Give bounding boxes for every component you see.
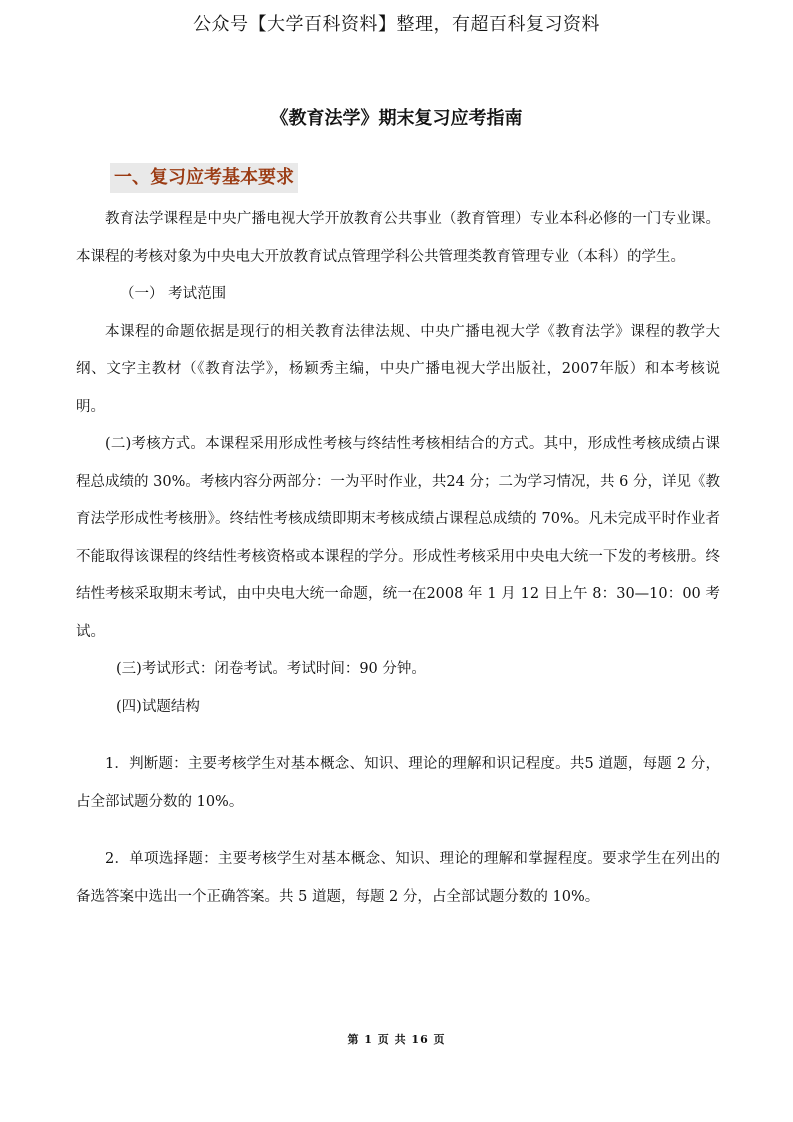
scope-paragraph: 本课程的命题依据是现行的相关教育法律法规、中央广播电视大学《教育法学》课程的教学大纲、文字主教材（《教育法学》，杨颖秀主编，中央广播电视大学出版社，2007年版）和本考核说明。: [76, 323, 720, 415]
intro-paragraph: 教育法学课程是中央广播电视大学开放教育公共事业（教育管理）专业本科必修的一门专业课。 本课程的考核对象为中央电大开放教育试点管理学科公共管理类教育管理专业（本科）的学生。: [76, 211, 720, 265]
scope-heading: （一） 考试范围: [120, 286, 227, 302]
page-title: 《教育法学》期末复习应考指南: [270, 108, 523, 129]
form-line: (三)考试形式：闭卷考试。考试时间：90 分钟。: [116, 661, 426, 677]
document-body: [76, 201, 720, 916]
spacer: [76, 821, 720, 841]
spacer: [76, 726, 720, 746]
section-heading: 一、复习应考基本要求: [110, 163, 298, 193]
watermark-header: 公众号【大学百科资料】整理，有超百科复习资料: [193, 14, 600, 35]
method-paragraph: (二)考核方式。本课程采用形成性考核与终结性考核相结合的方式。其中，形成性考核成绩占课程总成绩的 30%。考核内容分两部分：一为平时作业，共24 分；二为学习情况，共 6 分，详见《教育法学形成性考核册》。终结性考核成绩即期末考核成绩占课程总成绩的 70%。凡未完成平时作业者不能取得该课程的终结性考核资格或本课程的学分。形成性考核采用中央电大统一下发的考核册。终结性考核采取期末考试，由中央电大统一命题，统一在2008 年 1 月 12 日上午 8：30—10：00 考试。: [76, 436, 720, 640]
list-item-single-choice: 2．单项选择题：主要考核学生对基本概念、知识、理论的理解和掌握程度。要求学生在列出的备选答案中选出一个正确答案。共 5 道题，每题 2 分，占全部试题分数的 10%。: [76, 851, 720, 905]
list-item-judgement: 1．判断题：主要考核学生对基本概念、知识、理论的理解和识记程度。共5 道题，每题 2 分，占全部试题分数的 10%。: [76, 756, 720, 810]
structure-heading: (四)试题结构: [116, 698, 200, 715]
page-number: 第 1 页 共 16 页: [347, 1033, 446, 1046]
